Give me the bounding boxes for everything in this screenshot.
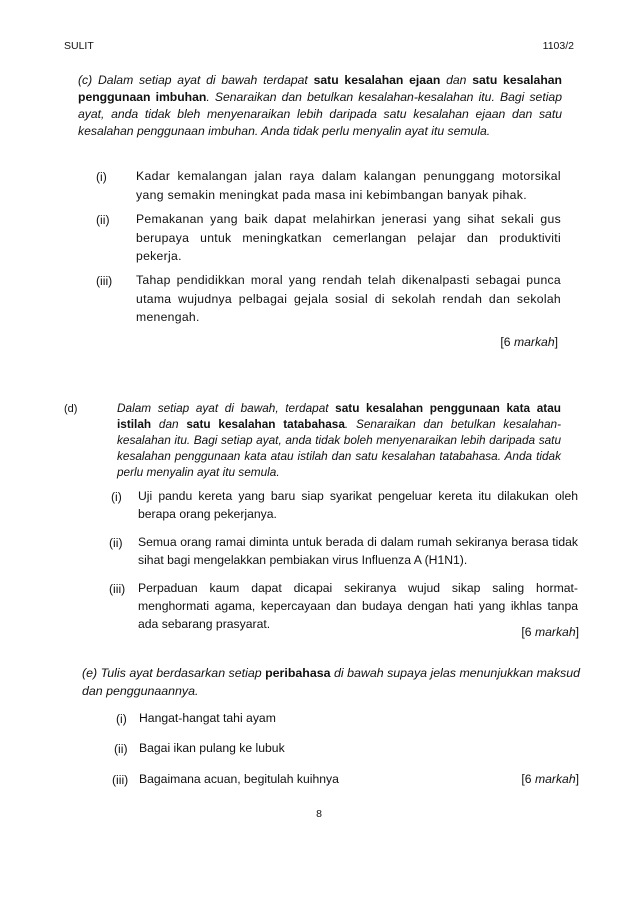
section-c-instructions: (c) Dalam setiap ayat di bawah terdapat satu kesalahan ejaan dan satu kesalahan penggunaan imbuhan. Senaraikan dan betulkan kesalahan-kesalahan itu. Bagi setiap ayat, anda tidak bleh menyenaraikan lebih daripada satu kesalahan ejaan dan satu kesalahan penggunaan imbuhan. Anda tidak perlu menyalin ayat itu semula. xyxy=(78,73,563,138)
header-left: SULIT xyxy=(64,40,94,52)
c-item-1-text: Kadar kemalangan jalan raya dalam kalangan penunggang motorsikal yang semakin meningkat pada masa ini kebimbangan banyak pihak. xyxy=(136,169,561,202)
d-item-2-number: (ii) xyxy=(109,536,123,550)
c-marks: [6 markah] xyxy=(500,335,558,349)
e-item-3-text: Bagaimana acuan, begitulah kuihnya xyxy=(139,772,339,786)
c-item-3-number: (iii) xyxy=(96,274,113,288)
section-d-instructions: Dalam setiap ayat di bawah, terdapat satu kesalahan penggunaan kata atau istilah dan satu kesalahan tatabahasa. Senaraikan dan betulkan kesalahan-kesalahan itu. Bagi setiap ayat, anda tidak boleh menyenaraikan lebih daripada satu kesalahan penggunaan kata atau istilah dan satu kesalahan tatabahasa. Anda tidak perlu menyalin ayat itu semula. xyxy=(117,401,562,479)
d-item-3-number: (iii) xyxy=(109,582,126,596)
c-item-3-text: Tahap pendidikkan moral yang rendah telah dikenalpasti sebagai punca utama wujudnya pelbagai gejala sosial di sekolah rendah dan sekolah menengah. xyxy=(136,273,561,324)
header-right: 1103/2 xyxy=(542,40,574,52)
e-item-2-text: Bagai ikan pulang ke lubuk xyxy=(139,741,285,755)
e-item-1-number: (i) xyxy=(116,712,127,726)
section-c xyxy=(78,72,562,140)
e-item-3-number: (iii) xyxy=(112,773,129,787)
c-item-2-number: (ii) xyxy=(96,213,110,227)
e-marks: [6 markah] xyxy=(521,772,579,786)
e-item-2-number: (ii) xyxy=(114,742,128,756)
section-d-label: (d) xyxy=(64,403,78,415)
e-item-1-text: Hangat-hangat tahi ayam xyxy=(139,711,276,725)
section-e-label: (e) xyxy=(82,666,98,680)
section-c-label: (c) xyxy=(78,73,93,87)
d-item-2-text: Semua orang ramai diminta untuk berada di dalam rumah sekiranya berasa tidak sihat bagi mengelakkan pembiakan virus Influenza A (H1N1). xyxy=(138,535,578,567)
d-item-1-number: (i) xyxy=(111,490,122,504)
d-item-3-text: Perpaduan kaum dapat dicapai sekiranya wujud sikap saling hormat-menghormati agama, kepercayaan dan budaya dengan hati yang ikhlas tanpa ada sebarang prasyarat. xyxy=(138,581,578,631)
page-number: 8 xyxy=(316,808,322,820)
d-marks: [6 markah] xyxy=(521,625,579,639)
section-e-instructions: (e) Tulis ayat berdasarkan setiap peribahasa di bawah supaya jelas menunjukkan maksud dan penggunaannya. xyxy=(82,666,580,698)
c-item-2-text: Pemakanan yang baik dapat melahirkan jenerasi yang sihat sekali gus berupaya untuk meningkatkan cemerlangan pelajar dan produktiviti pekerja. xyxy=(136,212,561,263)
d-item-1-text: Uji pandu kereta yang baru siap syarikat pengeluar kereta itu dilakukan oleh berapa orang pekerjanya. xyxy=(138,489,578,521)
c-item-1-number: (i) xyxy=(96,170,107,184)
